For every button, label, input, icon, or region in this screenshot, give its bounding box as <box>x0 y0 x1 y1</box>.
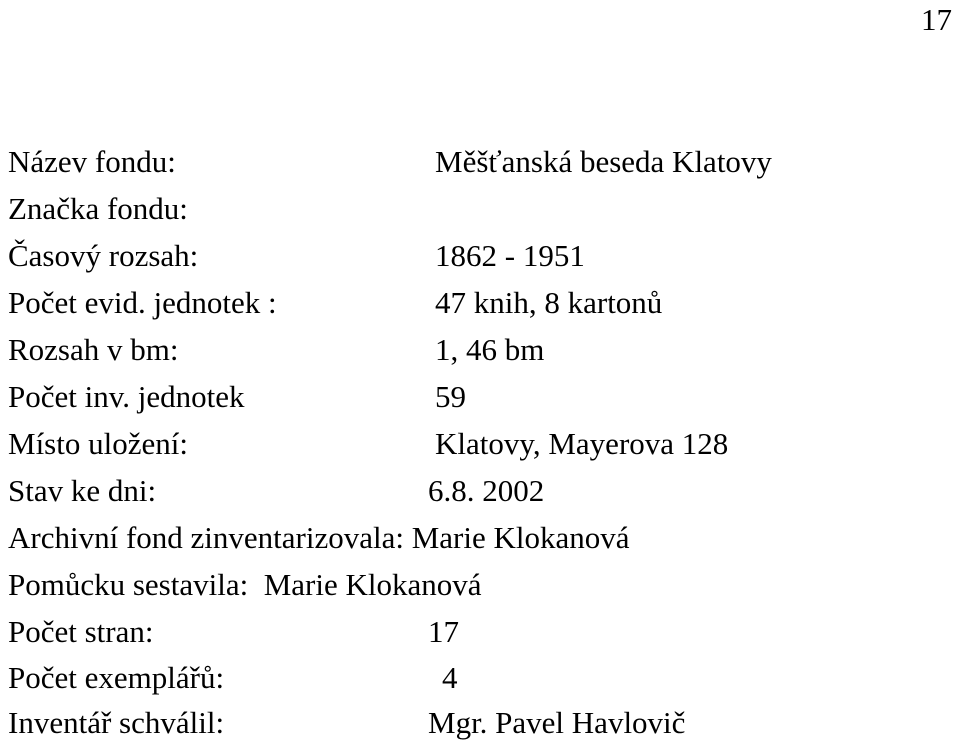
field-label: Rozsah v bm: <box>8 332 179 367</box>
field-label: Název fondu: <box>8 144 176 179</box>
field-value: 4 <box>442 660 458 695</box>
field-label: Inventář schválil: <box>8 705 225 740</box>
compiled-line: Pomůcku sestavila: Marie Klokanová <box>8 567 482 602</box>
field-value: Klatovy, Mayerova 128 <box>435 426 729 461</box>
field-label: Počet exemplářů: <box>8 660 225 695</box>
field-label: Místo uložení: <box>8 426 188 461</box>
field-value: Mgr. Pavel Havlovič <box>428 705 686 740</box>
field-label: Časový rozsah: <box>8 238 199 273</box>
field-label: Stav ke dni: <box>8 473 157 508</box>
field-value: 6.8. 2002 <box>428 473 545 508</box>
inventory-line: Archivní fond zinventarizovala: Marie Klokanová <box>8 520 630 555</box>
field-value: 1, 46 bm <box>435 332 545 367</box>
field-value: Měšťanská beseda Klatovy <box>435 144 772 179</box>
field-value: 17 <box>428 614 459 649</box>
field-label: Značka fondu: <box>8 191 188 226</box>
field-label: Počet stran: <box>8 614 154 649</box>
field-label: Počet evid. jednotek : <box>8 285 277 320</box>
field-label: Počet inv. jednotek <box>8 379 245 414</box>
field-value: 59 <box>435 379 466 414</box>
page-number: 17 <box>921 2 952 37</box>
field-value: 47 knih, 8 kartonů <box>435 285 663 320</box>
field-value: 1862 - 1951 <box>435 238 585 273</box>
